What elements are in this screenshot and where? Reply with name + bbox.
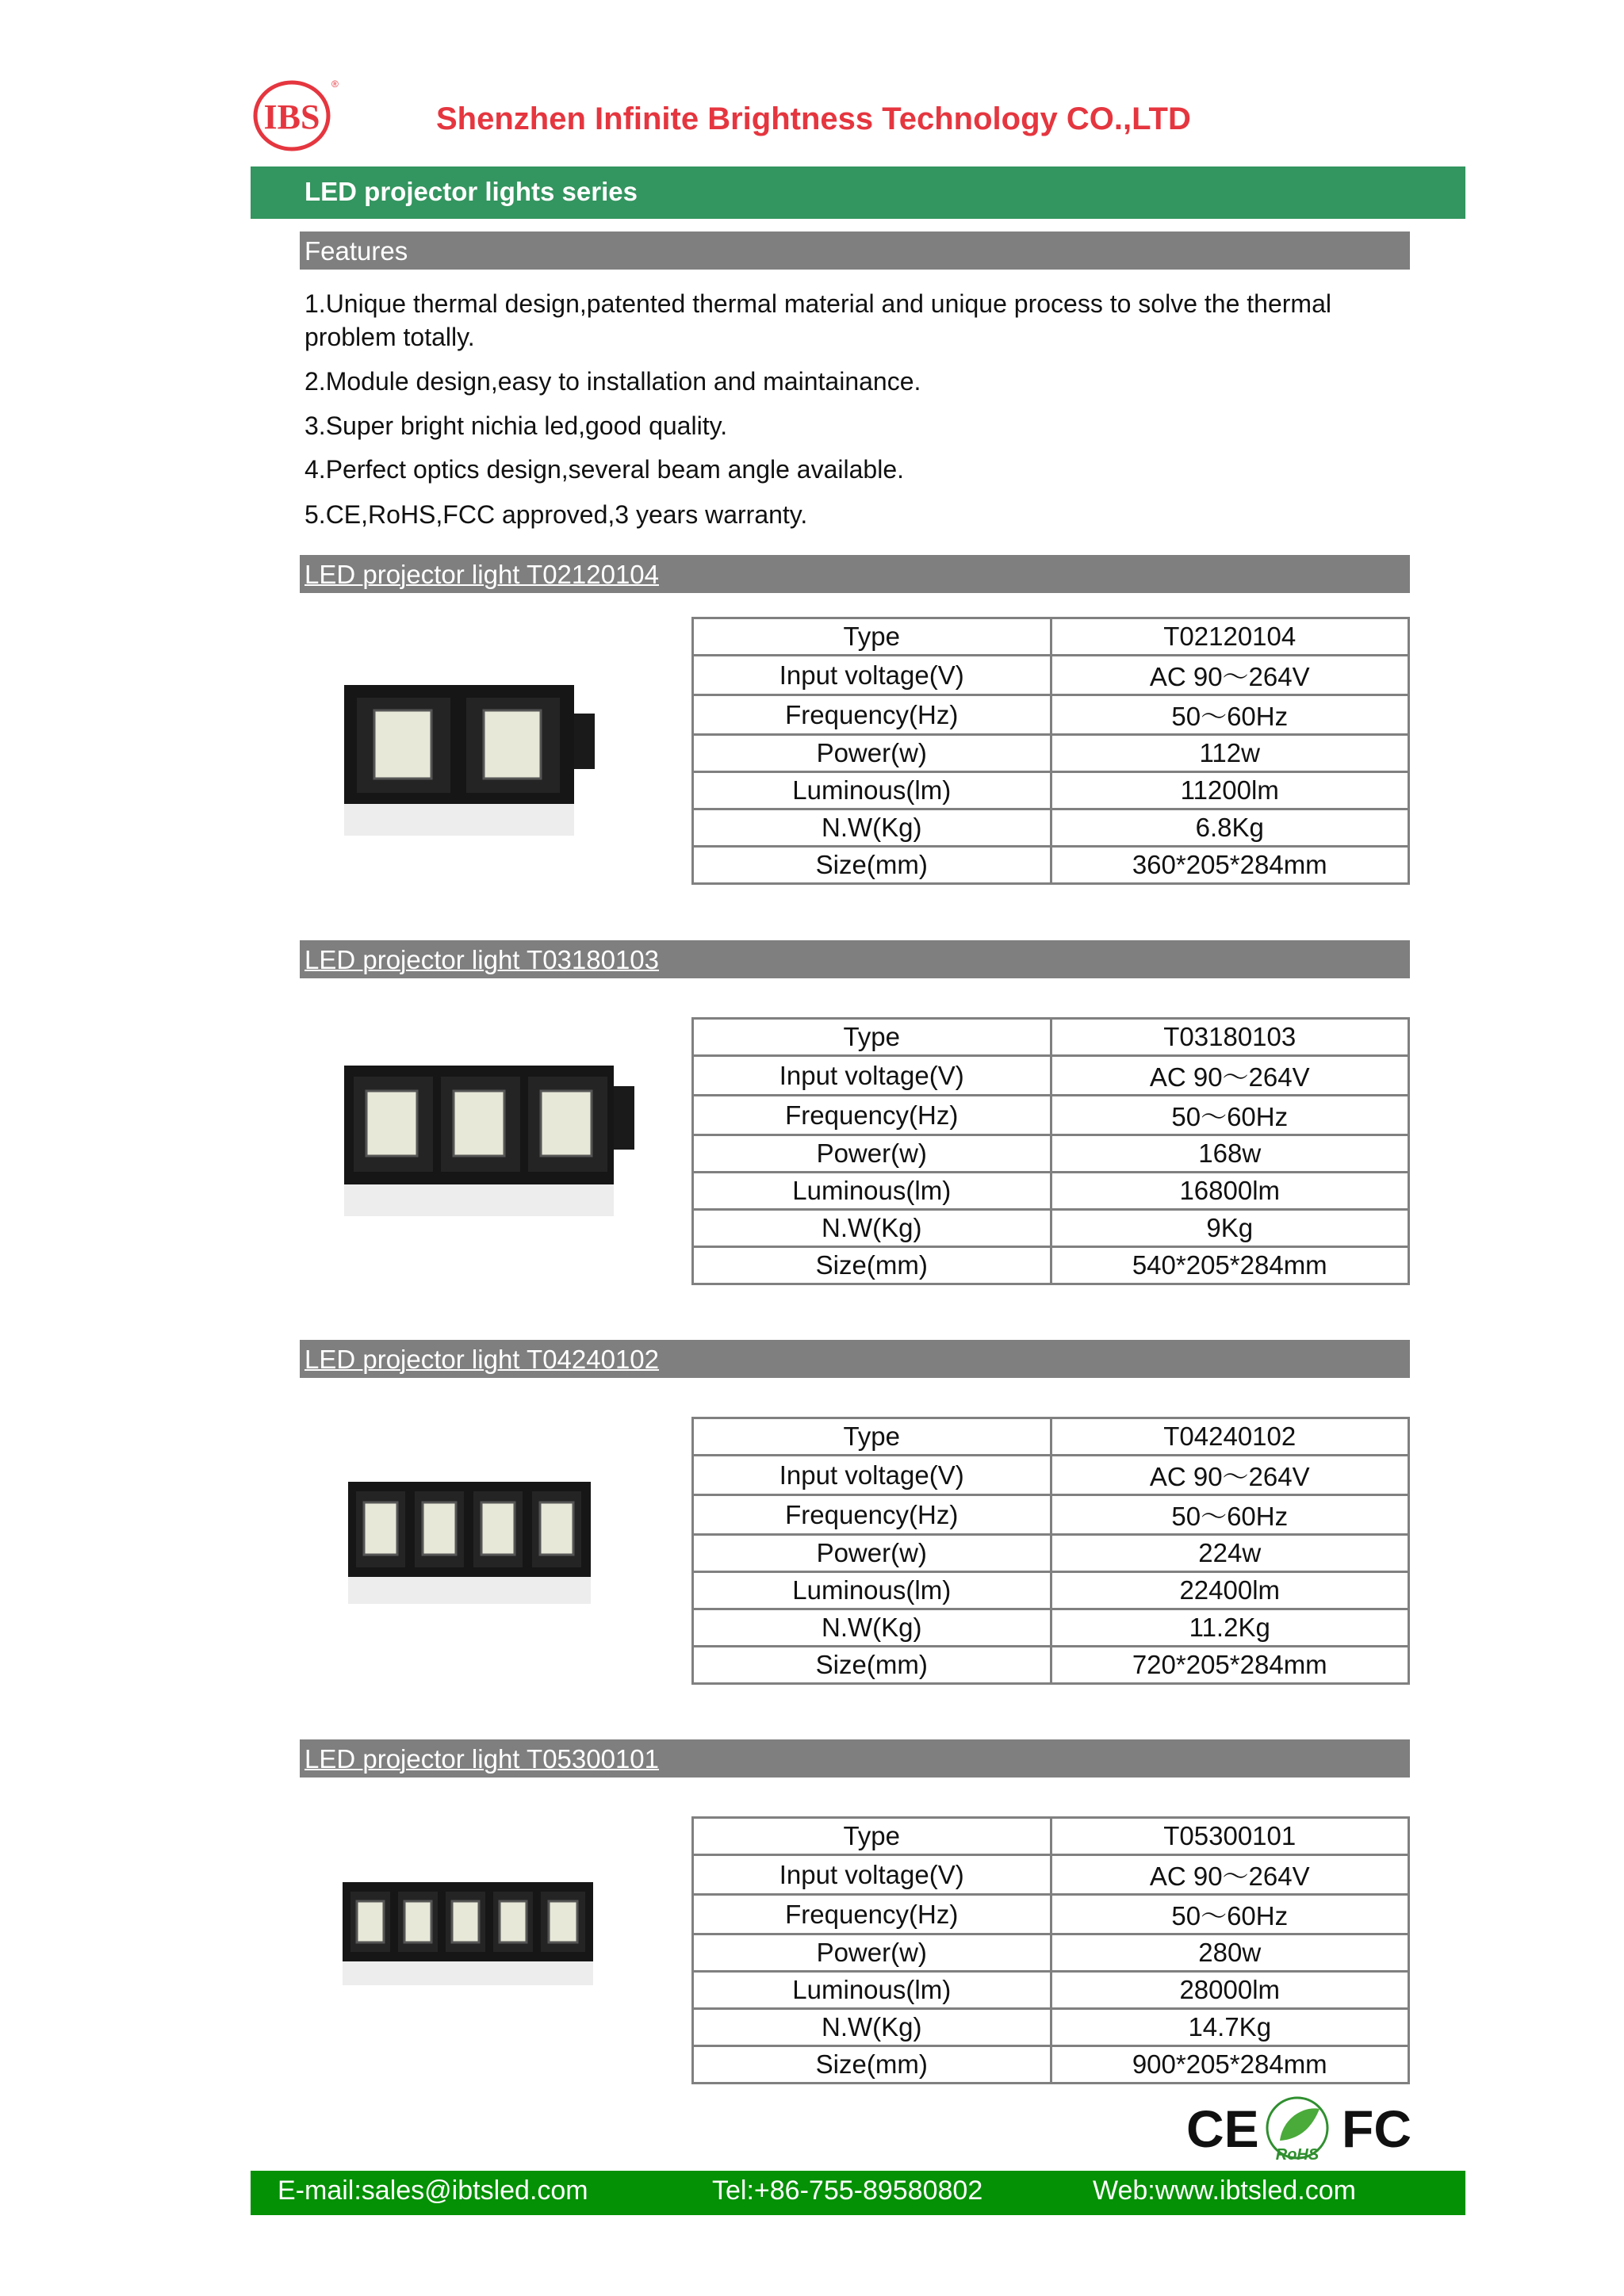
svg-text:®: ® (331, 78, 339, 90)
feature-item-2: 2.Module design,easy to installation and maintainance. (304, 367, 921, 396)
spec-table-1 (691, 617, 1410, 885)
spec-table-3 (691, 1417, 1410, 1685)
feature-item-3: 3.Super bright nichia led,good quality. (304, 411, 728, 440)
logo-text: IBS (263, 98, 320, 136)
product-header-1 (300, 555, 1410, 593)
table-row: Type T05300101 (693, 1818, 1409, 1855)
table-row: Input voltage(V) AC 90～264V (693, 1456, 1409, 1495)
table-row: Luminous(lm) 16800lm (693, 1173, 1409, 1210)
table-row: Power(w) 112w (693, 735, 1409, 772)
table-row: Frequency(Hz) 50～60Hz (693, 1895, 1409, 1934)
table-row: Frequency(Hz) 50～60Hz (693, 1495, 1409, 1535)
rohs-icon (1267, 2098, 1327, 2164)
company-logo (252, 76, 341, 152)
product-image-4 (333, 1871, 603, 2014)
table-row: N.W(Kg) 14.7Kg (693, 2009, 1409, 2046)
table-row: N.W(Kg) 6.8Kg (693, 809, 1409, 847)
feature-item-4: 4.Perfect optics design,several beam angle available. (304, 455, 904, 484)
feature-item-5: 5.CE,RoHS,FCC approved,3 years warranty. (304, 500, 808, 529)
table-row: Size(mm) 360*205*284mm (693, 847, 1409, 884)
table-row: Input voltage(V) AC 90～264V (693, 1056, 1409, 1096)
product-title-3: LED projector light T04240102 (304, 1345, 660, 1374)
product-title-4: LED projector light T05300101 (304, 1744, 660, 1774)
table-row: Luminous(lm) 28000lm (693, 1972, 1409, 2009)
table-row: Size(mm) 540*205*284mm (693, 1247, 1409, 1284)
table-row: Power(w) 168w (693, 1135, 1409, 1173)
spec-table-2 (691, 1017, 1410, 1285)
footer-phone: Tel:+86-755-89580802 (712, 2175, 983, 2206)
table-row: Input voltage(V) AC 90～264V (693, 656, 1409, 695)
table-row: Power(w) 224w (693, 1535, 1409, 1572)
series-title: LED projector lights series (304, 177, 638, 206)
product-image-3 (337, 1471, 599, 1629)
fcc-mark: FC (1342, 2099, 1411, 2158)
product-title-1: LED projector light T02120104 (304, 560, 660, 589)
product-header-2 (300, 940, 1410, 978)
footer-email[interactable]: E-mail:sales@ibtsled.com (278, 2175, 588, 2206)
table-row: Luminous(lm) 11200lm (693, 772, 1409, 809)
rohs-label: RoHS (1275, 2146, 1320, 2164)
table-row: Type T04240102 (693, 1418, 1409, 1456)
table-row: Type T02120104 (693, 618, 1409, 656)
table-row: Size(mm) 720*205*284mm (693, 1647, 1409, 1684)
ce-mark: CE (1186, 2099, 1259, 2158)
table-row: Size(mm) 900*205*284mm (693, 2046, 1409, 2084)
table-row: N.W(Kg) 11.2Kg (693, 1609, 1409, 1647)
table-row: Luminous(lm) 22400lm (693, 1572, 1409, 1609)
table-row: Input voltage(V) AC 90～264V (693, 1855, 1409, 1895)
table-row: Frequency(Hz) 50～60Hz (693, 1096, 1409, 1135)
footer-website[interactable]: Web:www.ibtsled.com (1093, 2175, 1356, 2206)
product-image-2 (333, 1054, 642, 1245)
certification-logos (1186, 2093, 1424, 2164)
product-title-2: LED projector light T03180103 (304, 945, 660, 974)
table-row: N.W(Kg) 9Kg (693, 1210, 1409, 1247)
table-row: Type T03180103 (693, 1019, 1409, 1056)
table-row: Frequency(Hz) 50～60Hz (693, 695, 1409, 735)
company-name: Shenzhen Infinite Brightness Technology CO.,LTD (436, 101, 1191, 136)
spec-table-4 (691, 1816, 1410, 2084)
features-title: Features (304, 236, 408, 266)
product-image-1 (333, 674, 603, 864)
features-header (300, 232, 1410, 270)
feature-item-1: 1.Unique thermal design,patented thermal material and unique process to solve the thermal problem totally. (304, 289, 1331, 351)
table-row: Power(w) 280w (693, 1934, 1409, 1972)
product-header-4 (300, 1739, 1410, 1777)
product-header-3 (300, 1340, 1410, 1378)
